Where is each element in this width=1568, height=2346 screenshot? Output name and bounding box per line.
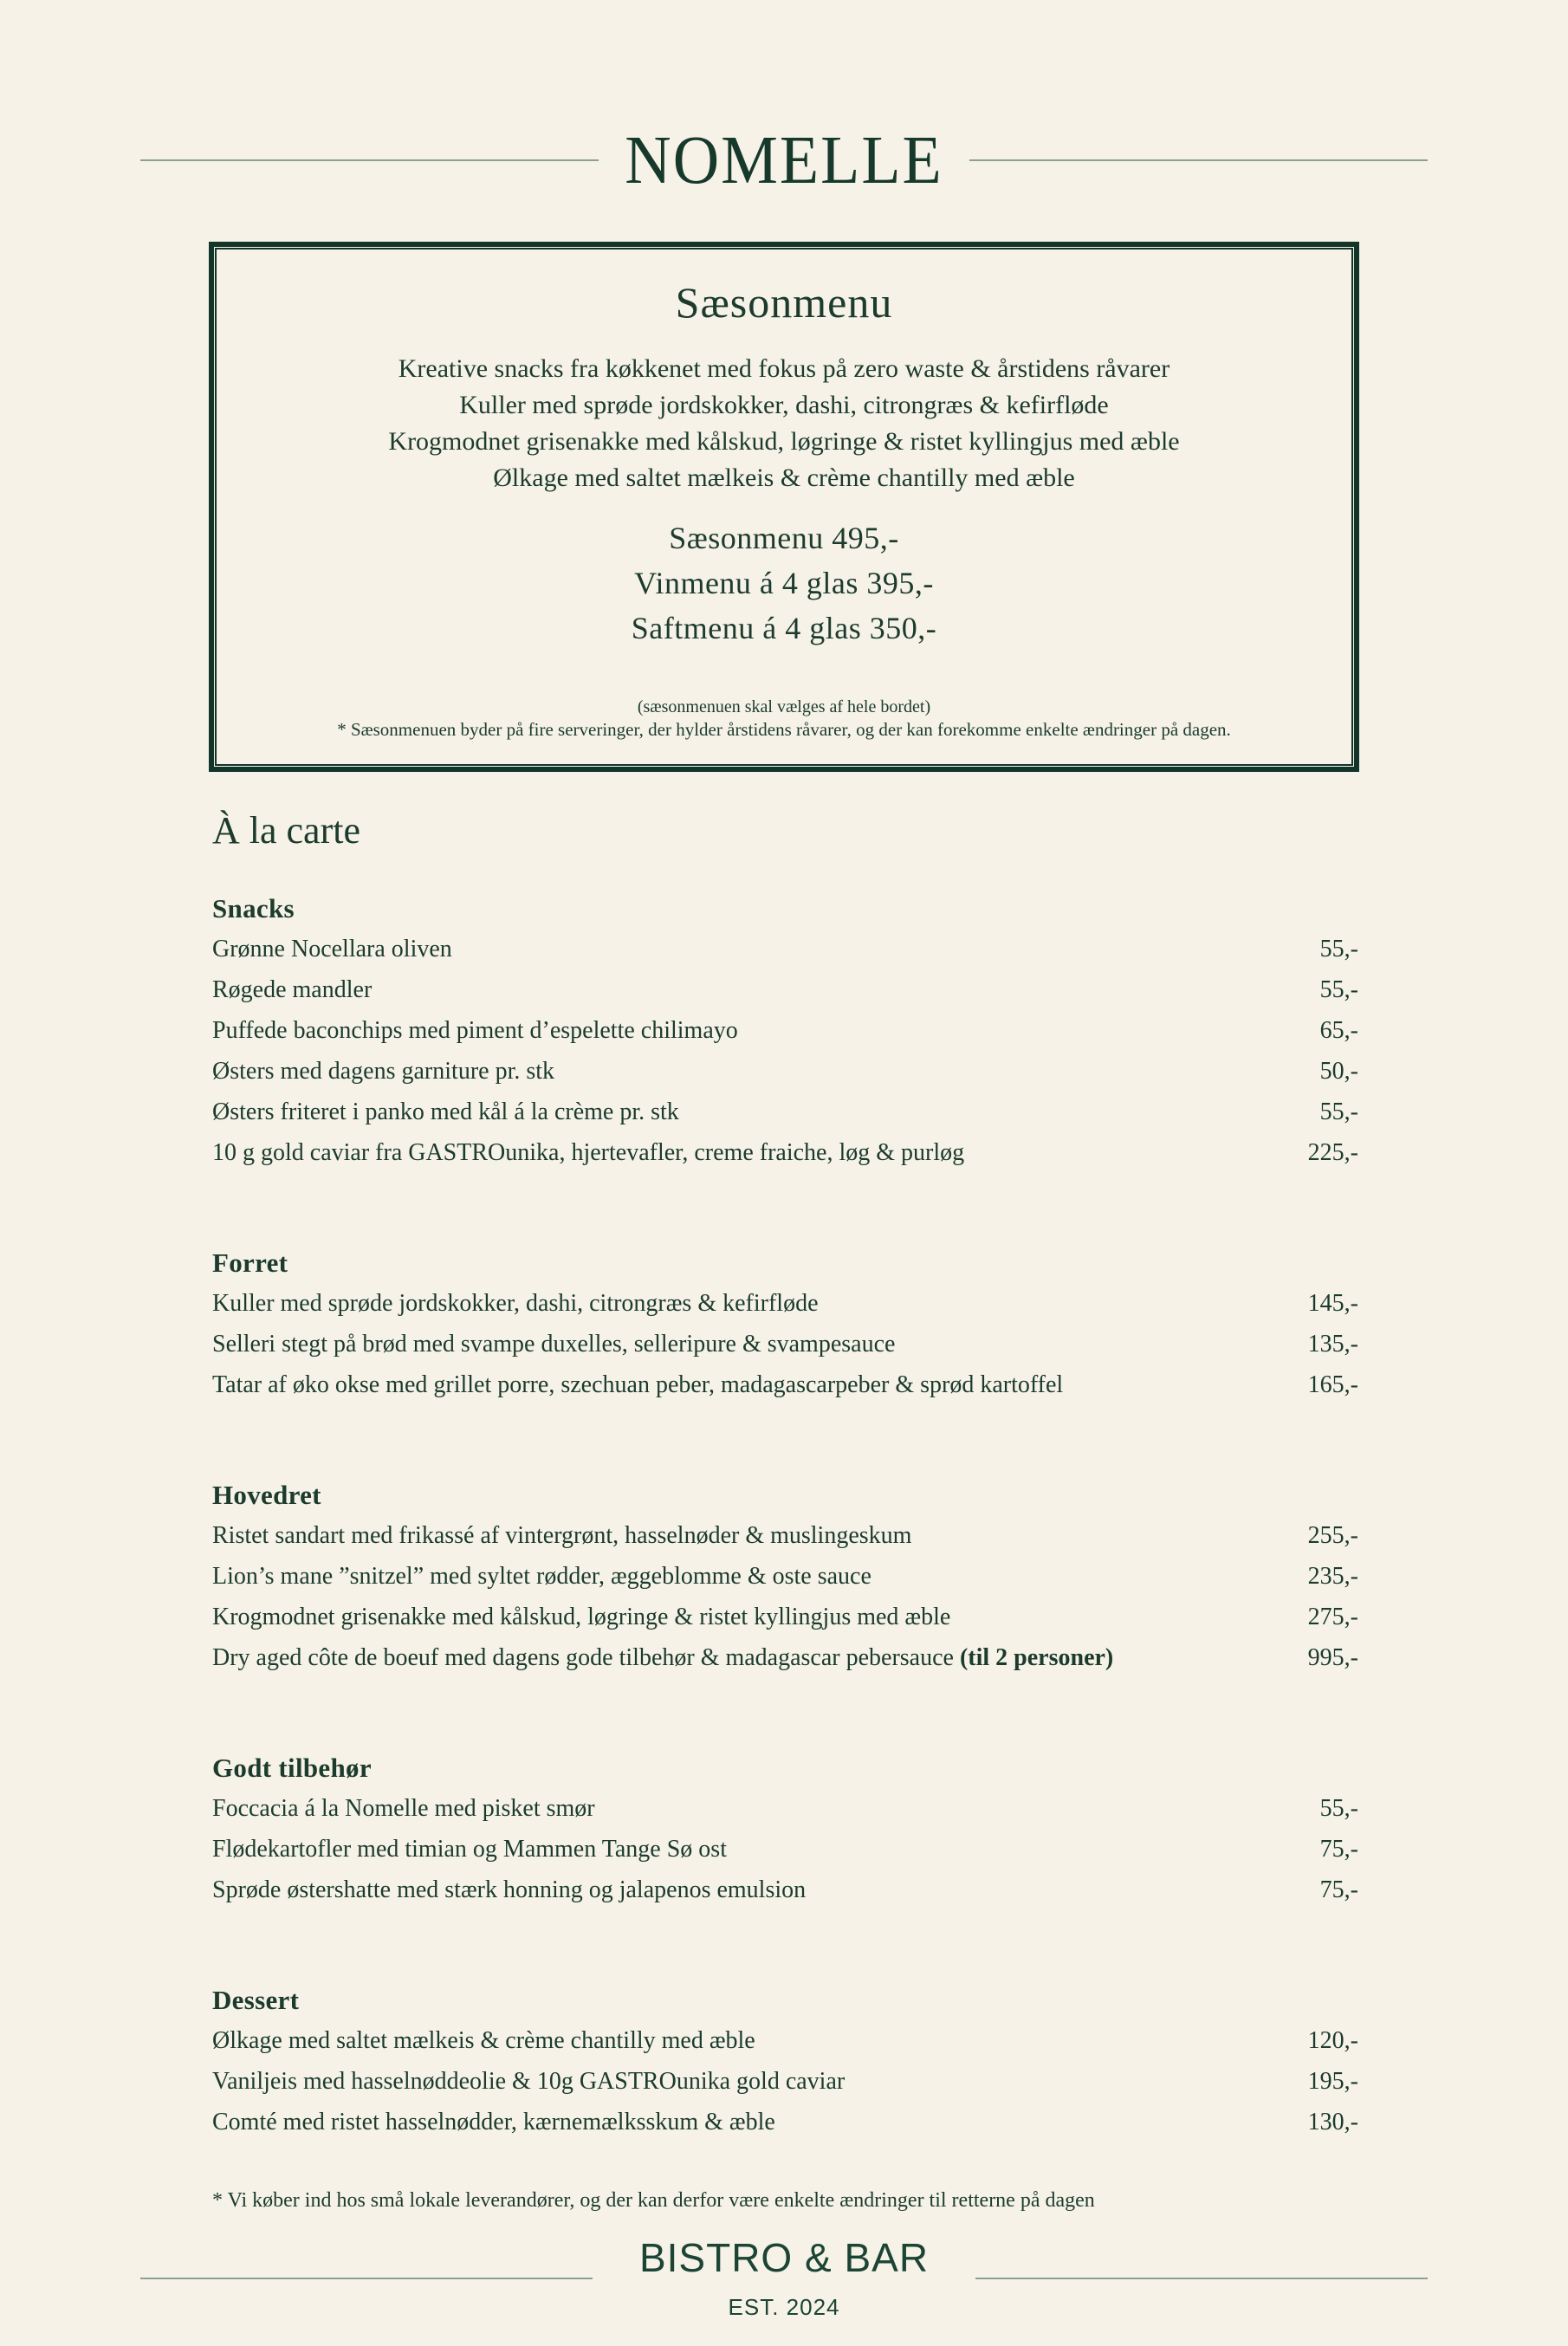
item-price: 130,- [1307, 2109, 1358, 2136]
page-header [140, 121, 1428, 199]
footer-rule-left [140, 2278, 593, 2279]
item-price: 55,- [1319, 976, 1358, 1004]
season-offer-line: Saftmenu á 4 glas 350,- [631, 611, 937, 645]
menu-item-row [212, 1283, 1358, 1324]
section-heading: Dessert [212, 1985, 300, 2016]
item-price: 995,- [1307, 1644, 1358, 1672]
season-description-line: Ølkage med saltet mælkeis & crème chantilly med æble [493, 463, 1075, 492]
item-price: 225,- [1307, 1139, 1358, 1167]
item-price: 55,- [1319, 1795, 1358, 1823]
menu-item-row [212, 1637, 1358, 1678]
season-offer-line: Sæsonmenu 495,- [669, 521, 899, 555]
menu-sections [212, 888, 1358, 2142]
menu-item-row [212, 1515, 1358, 1556]
season-small-note: (sæsonmenuen skal vælges af hele bordet) [637, 697, 931, 716]
menu-item-row [212, 1829, 1358, 1870]
alacarte-title: À la carte [212, 809, 360, 852]
item-name: Ølkage med saltet mælkeis & crème chantilly med æble [212, 2027, 755, 2055]
item-price: 75,- [1319, 1836, 1358, 1863]
menu-item-row [212, 1788, 1358, 1829]
section-items [212, 1515, 1358, 1678]
season-menu-title: Sæsonmenu [675, 278, 893, 327]
season-offer-line: Vinmenu á 4 glas 395,- [634, 566, 934, 600]
section-heading: Snacks [212, 893, 295, 924]
footer-note: * Vi køber ind hos små lokale leverandører, og der kan derfor være enkelte ændringer til retterne på dagen [212, 2189, 1095, 2213]
item-price: 55,- [1319, 1098, 1358, 1126]
header-rule-right [969, 159, 1428, 161]
menu-section [212, 1747, 1358, 1910]
footer-center [639, 2236, 929, 2321]
item-name: Dry aged côte de boeuf med dagens gode tilbehør & madagascar pebersauce (til 2 personer) [212, 1644, 1114, 1672]
brand-title: NOMELLE [625, 121, 943, 199]
item-price: 255,- [1307, 1522, 1358, 1550]
item-price: 55,- [1319, 936, 1358, 963]
menu-item-row [212, 1324, 1358, 1364]
item-price: 145,- [1307, 1290, 1358, 1318]
item-name: Vaniljeis med hasselnøddeolie & 10g GASTROunika gold caviar [212, 2068, 846, 2096]
section-heading: Godt tilbehør [212, 1753, 372, 1784]
menu-section [212, 1980, 1358, 2142]
item-name: Puffede baconchips med piment d’espelette chilimayo [212, 1017, 738, 1045]
season-description-line: Kuller med sprøde jordskokker, dashi, citrongræs & kefirfløde [459, 391, 1109, 419]
menu-item-row [212, 2102, 1358, 2142]
item-name: Selleri stegt på brød med svampe duxelles, selleripure & svampesauce [212, 1331, 896, 1358]
item-name: Flødekartofler med timian og Mammen Tange Sø ost [212, 1836, 727, 1863]
season-menu-box-inner [215, 248, 1353, 766]
item-name: 10 g gold caviar fra GASTROunika, hjertevafler, creme fraiche, løg & purløg [212, 1139, 965, 1167]
item-price: 75,- [1319, 1876, 1358, 1904]
menu-item-row [212, 1364, 1358, 1405]
footer-rule-right [975, 2278, 1428, 2279]
item-name: Comté med ristet hasselnødder, kærnemælksskum & æble [212, 2109, 775, 2136]
item-price: 65,- [1319, 1017, 1358, 1045]
alacarte-area [212, 810, 1358, 2142]
item-price: 135,- [1307, 1331, 1358, 1358]
item-price: 165,- [1307, 1371, 1358, 1399]
menu-item-row [212, 1051, 1358, 1092]
menu-item-row [212, 1132, 1358, 1173]
menu-item-row [212, 929, 1358, 969]
item-name: Foccacia á la Nomelle med pisket smør [212, 1795, 595, 1823]
item-name: Grønne Nocellara oliven [212, 936, 452, 963]
section-items [212, 929, 1358, 1173]
item-price: 120,- [1307, 2027, 1358, 2055]
section-heading: Forret [212, 1248, 288, 1279]
menu-section [212, 888, 1358, 1173]
menu-item-row [212, 2020, 1358, 2061]
menu-section [212, 1242, 1358, 1405]
season-description-line: Krogmodnet grisenakke med kålskud, løgringe & ristet kyllingjus med æble [388, 427, 1180, 456]
header-rule-left [140, 159, 599, 161]
menu-item-row [212, 1870, 1358, 1910]
menu-item-row [212, 1092, 1358, 1132]
item-price: 195,- [1307, 2068, 1358, 2096]
section-items [212, 1283, 1358, 1405]
season-footnote: * Sæsonmenuen byder på fire serveringer, der hylder årstidens råvarer, og der kan forekomme enkelte ændringer på dagen. [337, 719, 1231, 740]
section-items [212, 2020, 1358, 2142]
season-description-list [237, 351, 1331, 496]
item-name: Østers friteret i panko med kål á la crème pr. stk [212, 1098, 679, 1126]
footer-brand-block [140, 2236, 1428, 2321]
item-price: 50,- [1319, 1058, 1358, 1086]
item-price: 275,- [1307, 1604, 1358, 1631]
menu-item-row [212, 1556, 1358, 1597]
menu-item-row [212, 969, 1358, 1010]
menu-item-row [212, 1010, 1358, 1051]
menu-item-row [212, 2061, 1358, 2102]
item-name: Tatar af øko okse med grillet porre, szechuan peber, madagascarpeber & sprød kartoffel [212, 1371, 1064, 1399]
section-items [212, 1788, 1358, 1910]
item-name: Røgede mandler [212, 976, 373, 1004]
season-description-line: Kreative snacks fra køkkenet med fokus på zero waste & årstidens råvarer [398, 354, 1170, 383]
item-name: Sprøde østershatte med stærk honning og jalapenos emulsion [212, 1876, 807, 1904]
section-heading: Hovedret [212, 1480, 321, 1511]
footer-established: EST. 2024 [728, 2293, 840, 2320]
item-name: Krogmodnet grisenakke med kålskud, løgringe & ristet kyllingjus med æble [212, 1604, 951, 1631]
item-name: Kuller med sprøde jordskokker, dashi, citrongræs & kefirfløde [212, 1290, 819, 1318]
item-name: Østers med dagens garniture pr. stk [212, 1058, 555, 1086]
season-offer-list [237, 515, 1331, 651]
footer-brand: BISTRO & BAR [638, 2235, 930, 2281]
menu-item-row [212, 1597, 1358, 1637]
item-price: 235,- [1307, 1563, 1358, 1591]
menu-section [212, 1474, 1358, 1678]
item-name: Lion’s mane ”snitzel” med syltet rødder, æggeblomme & oste sauce [212, 1563, 871, 1591]
item-name: Ristet sandart med frikassé af vintergrønt, hasselnøder & muslingeskum [212, 1522, 912, 1550]
season-menu-box [209, 242, 1359, 772]
